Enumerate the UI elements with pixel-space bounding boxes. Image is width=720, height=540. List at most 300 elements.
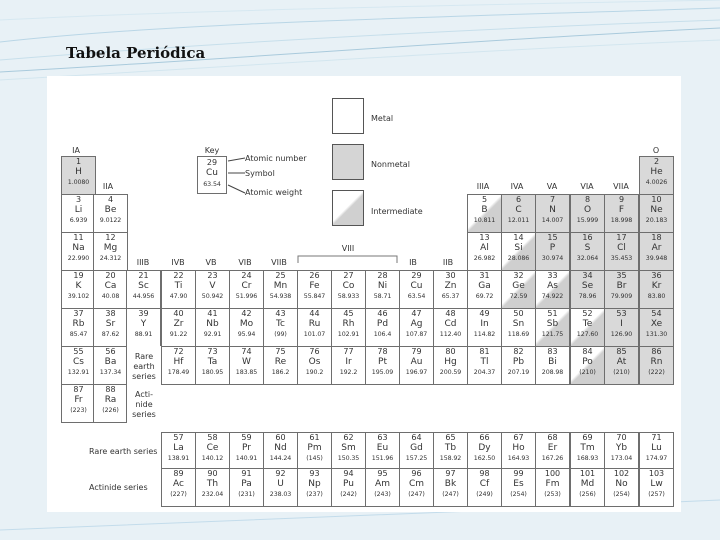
atomic-weight: 140.91 — [235, 455, 258, 462]
legend-swatch-metal — [332, 98, 364, 134]
element-cell-86 — [639, 346, 674, 385]
atomic-number: 73 — [207, 347, 218, 356]
element-symbol: Bi — [548, 357, 557, 367]
element-cell-67 — [501, 432, 536, 471]
element-cell-52 — [570, 308, 605, 347]
element-symbol: Xe — [650, 319, 663, 329]
atomic-number: 6 — [515, 195, 522, 204]
atomic-weight: 9.0122 — [99, 217, 122, 224]
element-cell-78 — [365, 346, 400, 385]
atomic-weight: 101.07 — [303, 331, 326, 338]
atomic-weight: (231) — [238, 491, 255, 498]
element-symbol: U — [277, 479, 284, 489]
atomic-number: 22 — [173, 271, 184, 280]
element-symbol: Re — [274, 357, 287, 367]
element-cell-62 — [331, 432, 366, 471]
element-cell-51 — [535, 308, 570, 347]
element-symbol: Yb — [615, 443, 628, 453]
element-cell-71 — [639, 432, 674, 471]
atomic-weight: 50.942 — [201, 293, 224, 300]
atomic-number: 39 — [138, 309, 149, 318]
element-cell-44 — [297, 308, 332, 347]
key-number: 29 — [206, 158, 218, 167]
key-symbol-label: Symbol — [245, 169, 275, 178]
element-cell-30 — [433, 270, 468, 309]
atomic-weight: (226) — [102, 407, 119, 414]
element-cell-21 — [126, 270, 161, 309]
atomic-number: 23 — [207, 271, 218, 280]
element-symbol: Li — [74, 205, 83, 215]
element-cell-25 — [263, 270, 298, 309]
element-symbol: Lu — [651, 443, 662, 453]
element-symbol: Eu — [376, 443, 389, 453]
element-symbol: Np — [308, 479, 321, 489]
atomic-weight: 83.80 — [647, 293, 666, 300]
atomic-weight: 174.97 — [645, 455, 668, 462]
element-cell-13 — [467, 232, 502, 271]
atomic-weight: 88.91 — [134, 331, 153, 338]
atomic-number: 40 — [173, 309, 184, 318]
element-cell-70 — [604, 432, 639, 471]
element-cell-5 — [467, 194, 502, 233]
element-cell-89-103 — [126, 384, 161, 423]
element-symbol: Y — [140, 319, 147, 329]
element-symbol: Pa — [241, 479, 252, 489]
element-cell-79 — [399, 346, 434, 385]
element-symbol: Pu — [343, 479, 354, 489]
atomic-weight: 132.91 — [67, 369, 90, 376]
element-cell-15 — [535, 232, 570, 271]
atomic-number: 95 — [377, 469, 388, 478]
element-cell-89 — [161, 468, 196, 507]
element-symbol: O — [583, 205, 592, 215]
element-cell-72 — [161, 346, 196, 385]
element-cell-76 — [297, 346, 332, 385]
group-viii-bracket — [297, 248, 399, 264]
element-symbol: Am — [375, 479, 390, 489]
element-symbol: Se — [581, 281, 594, 291]
atomic-number: 88 — [105, 385, 116, 394]
atomic-number: 11 — [73, 233, 84, 242]
element-symbol: Os — [308, 357, 321, 367]
element-cell-32 — [501, 270, 536, 309]
key-label: Key — [204, 146, 220, 155]
atomic-weight: (210) — [579, 369, 596, 376]
page-title: Tabela Periódica — [66, 44, 206, 62]
element-symbol: P — [549, 243, 556, 253]
atomic-number: 43 — [275, 309, 286, 318]
group-label-iib: IIB — [442, 258, 454, 267]
element-cell-28 — [365, 270, 400, 309]
group-label-viib: VIIB — [271, 258, 287, 267]
element-symbol: W — [242, 357, 251, 367]
element-symbol: Te — [582, 319, 593, 329]
element-symbol: Rb — [72, 319, 85, 329]
element-cell-63 — [365, 432, 400, 471]
atomic-number: 60 — [275, 433, 286, 442]
atomic-number: 10 — [651, 195, 662, 204]
atomic-weight: 44.956 — [132, 293, 155, 300]
atomic-number: 53 — [616, 309, 627, 318]
element-symbol: Mn — [273, 281, 288, 291]
atomic-number: 34 — [582, 271, 593, 280]
element-symbol: Tb — [444, 443, 457, 453]
element-cell-14 — [501, 232, 536, 271]
atomic-number: 28 — [377, 271, 388, 280]
element-symbol: Cd — [444, 319, 457, 329]
element-cell-57-71 — [126, 346, 161, 385]
element-symbol: Ta — [207, 357, 218, 367]
atomic-weight: 20.183 — [645, 217, 668, 224]
atomic-weight: 138.91 — [167, 455, 190, 462]
atomic-number: 84 — [582, 347, 593, 356]
atomic-weight: 79.909 — [610, 293, 633, 300]
element-symbol: Gd — [410, 443, 423, 453]
element-symbol: Cu — [410, 281, 423, 291]
element-symbol: Ra — [104, 395, 117, 405]
atomic-number: 80 — [445, 347, 456, 356]
element-cell-47 — [399, 308, 434, 347]
atomic-weight: 131.30 — [645, 331, 668, 338]
element-symbol: I — [620, 319, 623, 329]
atomic-number: 57 — [173, 433, 184, 442]
atomic-number: 7 — [549, 195, 556, 204]
atomic-number: 37 — [73, 309, 84, 318]
key-arrows — [227, 156, 247, 196]
atomic-weight: (247) — [442, 491, 459, 498]
element-symbol: Tl — [480, 357, 489, 367]
atomic-weight: 54.938 — [269, 293, 292, 300]
atomic-weight: 186.2 — [271, 369, 290, 376]
atomic-weight: 107.87 — [405, 331, 428, 338]
element-symbol: Sr — [105, 319, 116, 329]
element-cell-41 — [195, 308, 230, 347]
atomic-weight: 65.37 — [441, 293, 460, 300]
element-symbol: Tm — [580, 443, 595, 453]
group-label-vb: VB — [205, 258, 217, 267]
atomic-weight: 196.97 — [405, 369, 428, 376]
atomic-number: 83 — [547, 347, 558, 356]
atomic-weight: (145) — [306, 455, 323, 462]
element-symbol: Er — [547, 443, 558, 453]
atomic-number: 67 — [513, 433, 524, 442]
element-cell-59 — [229, 432, 264, 471]
atomic-number: 72 — [173, 347, 184, 356]
element-symbol: V — [209, 281, 216, 291]
atomic-number: 2 — [653, 157, 660, 166]
element-cell-77 — [331, 346, 366, 385]
element-symbol: Sc — [138, 281, 149, 291]
group-label-ia: IA — [72, 146, 80, 155]
element-symbol: Cf — [479, 479, 490, 489]
element-cell-4 — [93, 194, 128, 233]
legend-label-metal: Metal — [371, 114, 394, 123]
element-symbol: B — [481, 205, 488, 215]
atomic-weight: 18.998 — [610, 217, 633, 224]
atomic-number: 75 — [275, 347, 286, 356]
atomic-number: 1 — [75, 157, 82, 166]
element-symbol: Fe — [309, 281, 320, 291]
element-cell-6 — [501, 194, 536, 233]
element-symbol: Si — [514, 243, 523, 253]
atomic-number: 51 — [547, 309, 558, 318]
element-symbol: K — [75, 281, 82, 291]
atomic-weight: 121.75 — [541, 331, 564, 338]
element-symbol: Ar — [651, 243, 662, 253]
element-cell-29 — [399, 270, 434, 309]
series-reference: Acti- nide series — [132, 390, 156, 419]
element-symbol: Fm — [545, 479, 560, 489]
atomic-weight: 12.011 — [507, 217, 530, 224]
atomic-weight: 195.09 — [371, 369, 394, 376]
element-symbol: S — [584, 243, 591, 253]
element-cell-35 — [604, 270, 639, 309]
atomic-weight: (254) — [613, 491, 630, 498]
atomic-number: 47 — [411, 309, 422, 318]
legend-swatch-intermediate — [332, 190, 364, 226]
element-symbol: Fr — [74, 395, 83, 405]
atomic-number: 100 — [544, 469, 561, 478]
atomic-weight: 22.990 — [67, 255, 90, 262]
atomic-weight: 162.50 — [473, 455, 496, 462]
atomic-number: 24 — [241, 271, 252, 280]
element-cell-81 — [467, 346, 502, 385]
atomic-weight: (243) — [374, 491, 391, 498]
element-cell-56 — [93, 346, 128, 385]
atomic-number: 15 — [547, 233, 558, 242]
atomic-weight: 106.4 — [373, 331, 392, 338]
element-symbol: In — [480, 319, 489, 329]
element-symbol: Hf — [173, 357, 184, 367]
element-cell-7 — [535, 194, 570, 233]
element-cell-55 — [61, 346, 96, 385]
element-cell-82 — [501, 346, 536, 385]
element-cell-9 — [604, 194, 639, 233]
atomic-number: 25 — [275, 271, 286, 280]
element-symbol: Pd — [376, 319, 389, 329]
atomic-number: 76 — [309, 347, 320, 356]
atomic-number: 38 — [105, 309, 116, 318]
element-cell-43 — [263, 308, 298, 347]
atomic-weight: 102.91 — [337, 331, 360, 338]
atomic-number: 18 — [651, 233, 662, 242]
element-symbol: Pr — [242, 443, 251, 453]
atomic-number: 70 — [616, 433, 627, 442]
element-cell-34 — [570, 270, 605, 309]
atomic-weight: 95.94 — [237, 331, 256, 338]
element-symbol: Bk — [444, 479, 457, 489]
element-cell-74 — [229, 346, 264, 385]
atomic-number: 59 — [241, 433, 252, 442]
atomic-number: 13 — [479, 233, 490, 242]
atomic-number: 55 — [73, 347, 84, 356]
atomic-weight: (237) — [306, 491, 323, 498]
atomic-weight: 28.086 — [507, 255, 530, 262]
atomic-weight: 58.933 — [337, 293, 360, 300]
atomic-number: 16 — [582, 233, 593, 242]
atomic-number: 8 — [584, 195, 591, 204]
atomic-weight: 158.92 — [439, 455, 462, 462]
atomic-weight: 39.102 — [67, 293, 90, 300]
atomic-number: 45 — [343, 309, 354, 318]
element-cell-58 — [195, 432, 230, 471]
atomic-number: 96 — [411, 469, 422, 478]
atomic-weight: 32.064 — [576, 255, 599, 262]
element-symbol: N — [549, 205, 556, 215]
element-symbol: At — [616, 357, 627, 367]
atomic-weight: 208.98 — [541, 369, 564, 376]
element-cell-88 — [93, 384, 128, 423]
element-symbol: Ag — [410, 319, 423, 329]
atomic-weight: 164.93 — [507, 455, 530, 462]
atomic-weight: 14.007 — [541, 217, 564, 224]
legend-label-nonmetal: Nonmetal — [371, 160, 410, 169]
element-symbol: Pt — [378, 357, 387, 367]
atomic-number: 63 — [377, 433, 388, 442]
atomic-number: 61 — [309, 433, 320, 442]
element-cell-85 — [604, 346, 639, 385]
element-symbol: Th — [206, 479, 219, 489]
atomic-weight: 4.0026 — [645, 179, 668, 186]
atomic-number: 44 — [309, 309, 320, 318]
element-symbol: Ba — [104, 357, 117, 367]
atomic-weight: 140.12 — [201, 455, 224, 462]
atomic-number: 36 — [651, 271, 662, 280]
atomic-weight: 150.35 — [337, 455, 360, 462]
atomic-weight: 6.939 — [69, 217, 88, 224]
atomic-weight: 200.59 — [439, 369, 462, 376]
element-symbol: Ti — [174, 281, 183, 291]
atomic-number: 30 — [445, 271, 456, 280]
element-cell-8 — [570, 194, 605, 233]
element-cell-50 — [501, 308, 536, 347]
atomic-weight: (253) — [544, 491, 561, 498]
element-symbol: C — [515, 205, 522, 215]
element-symbol: F — [618, 205, 625, 215]
atomic-weight: 238.03 — [269, 491, 292, 498]
atomic-number: 98 — [479, 469, 490, 478]
element-symbol: As — [547, 281, 558, 291]
group-label-vib: VIB — [238, 258, 252, 267]
element-cell-3 — [61, 194, 96, 233]
atomic-weight: 85.47 — [69, 331, 88, 338]
atomic-number: 12 — [105, 233, 116, 242]
key-weight: 63.54 — [203, 181, 221, 188]
group-label-iiib: IIIB — [136, 258, 150, 267]
element-cell-23 — [195, 270, 230, 309]
element-cell-27 — [331, 270, 366, 309]
atomic-number: 20 — [105, 271, 116, 280]
atomic-weight: 114.82 — [473, 331, 496, 338]
group-label-ib: IB — [409, 258, 417, 267]
element-cell-94 — [331, 468, 366, 507]
group-label-iiia: IIIA — [476, 182, 490, 191]
key-weight-label: Atomic weight — [245, 188, 303, 197]
atomic-weight: 92.91 — [203, 331, 222, 338]
element-symbol: Mo — [239, 319, 254, 329]
atomic-weight: 192.2 — [339, 369, 358, 376]
element-cell-60 — [263, 432, 298, 471]
element-symbol: Po — [582, 357, 593, 367]
element-symbol: Au — [410, 357, 423, 367]
atomic-number: 35 — [616, 271, 627, 280]
atomic-number: 99 — [513, 469, 524, 478]
atomic-number: 9 — [618, 195, 625, 204]
atomic-number: 101 — [579, 469, 596, 478]
element-cell-42 — [229, 308, 264, 347]
element-cell-12 — [93, 232, 128, 271]
element-cell-22 — [161, 270, 196, 309]
atomic-weight: 24.312 — [99, 255, 122, 262]
key-cell — [197, 156, 227, 194]
atomic-weight: 173.04 — [610, 455, 633, 462]
element-symbol: Tc — [276, 319, 285, 329]
atomic-weight: (227) — [170, 491, 187, 498]
element-symbol: Ho — [512, 443, 525, 453]
element-cell-37 — [61, 308, 96, 347]
atomic-number: 33 — [547, 271, 558, 280]
atomic-number: 32 — [513, 271, 524, 280]
element-symbol: Br — [616, 281, 627, 291]
atomic-weight: 137.34 — [99, 369, 122, 376]
atomic-weight: 55.847 — [303, 293, 326, 300]
atomic-number: 21 — [138, 271, 149, 280]
element-cell-99 — [501, 468, 536, 507]
element-cell-92 — [263, 468, 298, 507]
atomic-weight: 180.95 — [201, 369, 224, 376]
element-cell-93 — [297, 468, 332, 507]
element-symbol: Ac — [173, 479, 184, 489]
element-symbol: Es — [513, 479, 524, 489]
element-symbol: Ce — [206, 443, 219, 453]
element-cell-54 — [639, 308, 674, 347]
legend-swatch-nonmetal — [332, 144, 364, 180]
atomic-number: 52 — [582, 309, 593, 318]
atomic-number: 27 — [343, 271, 354, 280]
atomic-weight: 63.54 — [407, 293, 426, 300]
atomic-weight: 127.60 — [576, 331, 599, 338]
element-symbol: Zr — [173, 319, 184, 329]
atomic-number: 81 — [479, 347, 490, 356]
element-cell-80 — [433, 346, 468, 385]
atomic-weight: 78.96 — [578, 293, 597, 300]
element-symbol: Pm — [307, 443, 322, 453]
atomic-weight: 144.24 — [269, 455, 292, 462]
element-cell-16 — [570, 232, 605, 271]
element-cell-45 — [331, 308, 366, 347]
atomic-number: 29 — [411, 271, 422, 280]
atomic-number: 26 — [309, 271, 320, 280]
atomic-number: 5 — [481, 195, 488, 204]
atomic-weight: 190.2 — [305, 369, 324, 376]
atomic-number: 17 — [616, 233, 627, 242]
element-cell-39 — [126, 308, 161, 347]
element-symbol: Ni — [377, 281, 388, 291]
atomic-number: 54 — [651, 309, 662, 318]
series-label-rare-earth: Rare earth series — [89, 447, 158, 456]
element-symbol: Ne — [650, 205, 663, 215]
atomic-weight: 167.26 — [541, 455, 564, 462]
element-cell-17 — [604, 232, 639, 271]
atomic-number: 102 — [613, 469, 630, 478]
element-symbol: Sn — [512, 319, 525, 329]
atomic-weight: 26.982 — [473, 255, 496, 262]
element-symbol: Al — [480, 243, 489, 253]
atomic-number: 103 — [648, 469, 665, 478]
series-label-actinide: Actinide series — [89, 483, 148, 492]
atomic-number: 56 — [105, 347, 116, 356]
element-symbol: Md — [580, 479, 595, 489]
